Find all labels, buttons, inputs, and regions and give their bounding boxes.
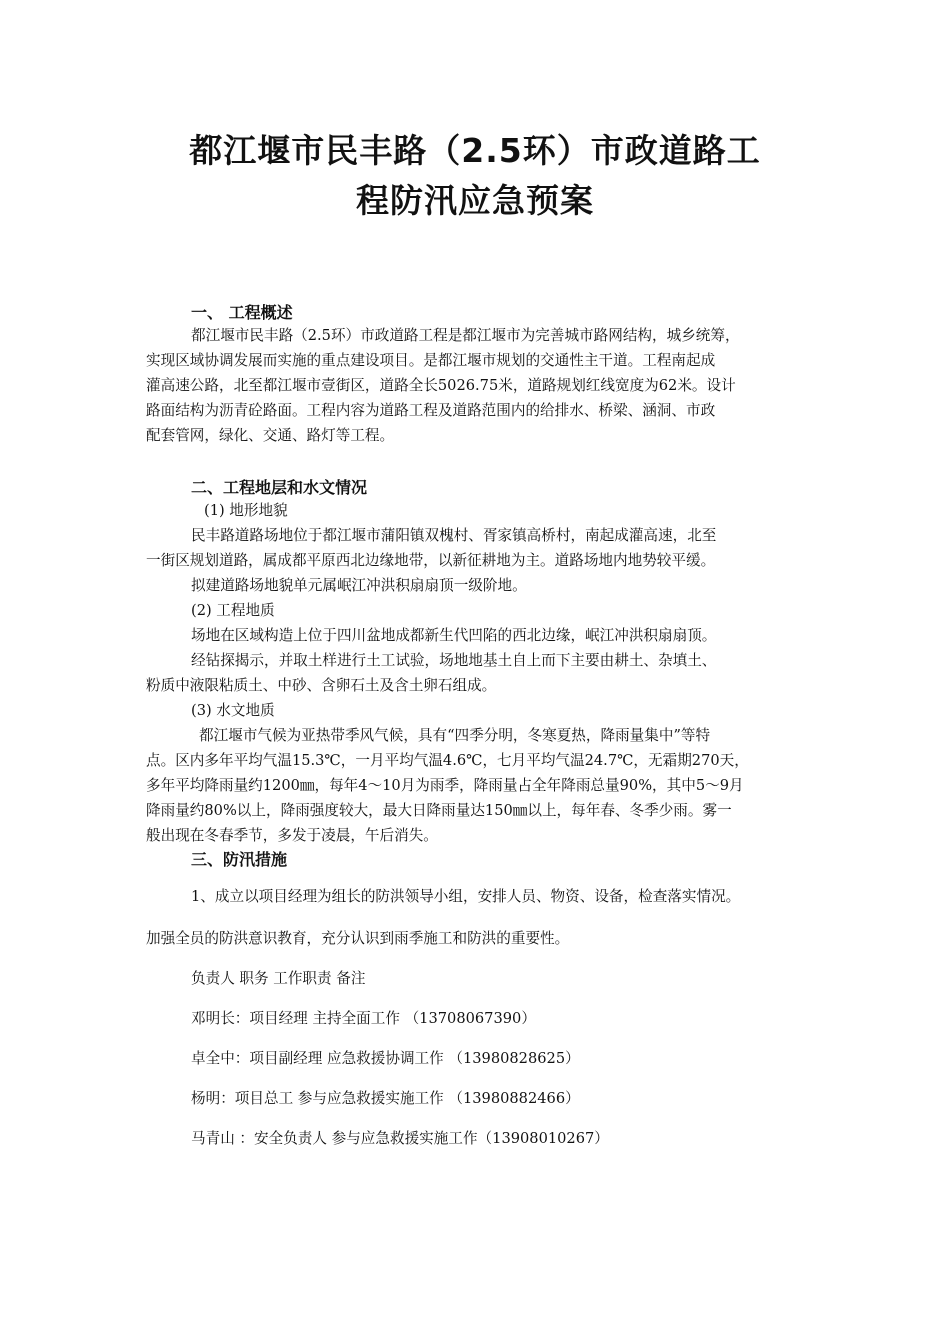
- document-title-line-1: 都江堰市民丰路（2.5环）市政道路工: [189, 131, 761, 170]
- paragraph-line: 都江堰市民丰路（2.5环）市政道路工程是都江堰市为完善城市路网结构，城乡统筹，: [191, 327, 740, 344]
- responsibility-row: 杨明：项目总工 参与应急救援实施工作 （13980882466）: [191, 1090, 580, 1107]
- subsection-heading: (2) 工程地质: [191, 602, 275, 619]
- responsibility-row: 卓全中：项目副经理 应急救援协调工作 （13980828625）: [191, 1050, 580, 1067]
- section-3-heading: 三、防汛措施: [191, 850, 288, 869]
- paragraph-line: 经钻探揭示，并取土样进行土工试验，场地地基土自上而下主要由耕土、杂填土、: [191, 652, 717, 669]
- responsibility-row: 邓明长：项目经理 主持全面工作 （13708067390）: [191, 1010, 536, 1027]
- paragraph-line: 加强全员的防洪意识教育，充分认识到雨季施工和防洪的重要性。: [146, 930, 570, 947]
- subsection-heading: (3) 水文地质: [191, 702, 275, 719]
- section-1-heading: 一、 工程概述: [191, 303, 293, 322]
- paragraph-line: 实现区域协调发展而实施的重点建设项目。是都江堰市规划的交通性主干道。工程南起成: [146, 352, 716, 369]
- responsibility-row: 马青山 ：安全负责人 参与应急救援实施工作（13908010267）: [191, 1130, 609, 1147]
- paragraph-line: 拟建道路场地貌单元属岷江冲洪积扇扇顶一级阶地。: [191, 577, 527, 594]
- paragraph-line: 民丰路道路场地位于都江堰市蒲阳镇双槐村、胥家镇高桥村，南起成灌高速，北至: [191, 527, 717, 544]
- paragraph-line: 点。区内多年平均气温15.3℃，一月平均气温4.6℃，七月平均气温24.7℃，无霜期270天，: [146, 752, 749, 769]
- document-title-line-2: 程防汛应急预案: [356, 181, 594, 220]
- paragraph-line: 场地在区域构造上位于四川盆地成都新生代凹陷的西北边缘，岷江冲洪积扇扇顶。: [191, 627, 717, 644]
- paragraph-line: 都江堰市气候为亚热带季风气候，具有“四季分明，冬寒夏热，降雨量集中”等特: [199, 727, 711, 744]
- paragraph-line: 多年平均降雨量约1200㎜，每年4～10月为雨季，降雨量占全年降雨总量90%，其中5～9月: [146, 777, 744, 794]
- paragraph-line: 路面结构为沥青砼路面。工程内容为道路工程及道路范围内的给排水、桥梁、涵洞、市政: [146, 402, 716, 419]
- section-2-heading: 二、工程地层和水文情况: [191, 478, 368, 497]
- paragraph-line: 灌高速公路，北至都江堰市壹街区，道路全长5026.75米，道路规划红线宽度为62米。设计: [146, 377, 736, 394]
- responsibility-table-header: 负责人 职务 工作职责 备注: [191, 970, 366, 987]
- paragraph-line: 配套管网，绿化、交通、路灯等工程。: [146, 427, 395, 444]
- subsection-heading: (1) 地形地貌: [204, 502, 288, 519]
- paragraph-line: 粉质中液限粘质土、中砂、含卵石土及含土卵石组成。: [146, 677, 497, 694]
- paragraph-line: 1、成立以项目经理为组长的防洪领导小组，安排人员、物资、设备，检查落实情况。: [191, 888, 741, 905]
- paragraph-line: 般出现在冬春季节，多发于凌晨，午后消失。: [146, 827, 438, 844]
- paragraph-line: 一街区规划道路，属成都平原西北边缘地带，以新征耕地为主。道路场地内地势较平缓。: [146, 552, 716, 569]
- paragraph-line: 降雨量约80%以上，降雨强度较大，最大日降雨量达150㎜以上，每年春、冬季少雨。雾一: [146, 802, 732, 819]
